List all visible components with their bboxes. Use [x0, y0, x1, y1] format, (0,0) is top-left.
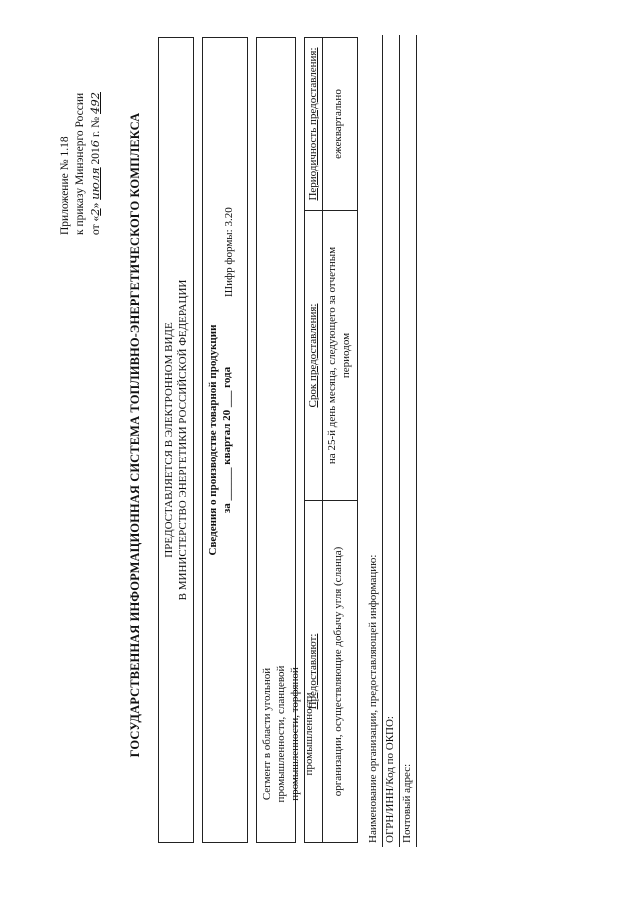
appendix-line-2: к приказу Минэнерго России: [74, 92, 86, 235]
appendix-block: [58, 10, 104, 235]
submission-table: [304, 37, 358, 843]
appendix-year-prefix: 201: [90, 147, 102, 168]
organization-name-label: Наименование организации, предоставляющей информацию:: [367, 554, 379, 843]
organization-ogrn-label: ОГРН/ИНН/Код по ОКПО:: [384, 716, 396, 843]
form-code: Шифр формы: 3.20: [223, 207, 235, 297]
appendix-line-1: Приложение № 1.18: [59, 136, 71, 235]
table-cell: ежеквартально: [332, 89, 344, 159]
table-header: Предоставляют:: [305, 501, 323, 842]
appendix-date-prefix: от «: [90, 215, 102, 235]
table-column-frequency: [305, 38, 357, 210]
submission-box: [158, 37, 194, 843]
appendix-day: 2: [88, 208, 102, 216]
organization-name-row: [366, 35, 383, 847]
segment-text: Сегмент в области угольной промышленности, сланцевой промышленности, торфяной промышленности: [261, 665, 315, 803]
appendix-year-digit: 6: [88, 139, 102, 148]
organization-block: [366, 35, 417, 847]
report-period: за ______ квартал 20 ___ года: [221, 366, 233, 514]
table-cell: на 25-й день месяца, следующего за отчетным периодом: [326, 246, 352, 465]
organization-address-row: [400, 35, 417, 847]
table-header: Срок предоставления:: [305, 211, 323, 500]
report-box: [202, 37, 248, 843]
organization-ogrn-row: [383, 35, 400, 847]
table-column-deadline: [305, 210, 357, 500]
table-column-providers: [305, 500, 357, 842]
appendix-number: 492: [88, 92, 102, 114]
table-cell: организации, осуществляющие добычу угля (сланца): [332, 546, 344, 797]
appendix-month: июля: [88, 167, 102, 200]
report-title: Сведения о производстве товарной продукции: [207, 324, 219, 556]
appendix-line-3: [88, 10, 104, 235]
appendix-date-mid: »: [90, 199, 102, 209]
submission-line-1: ПРЕДОСТАВЛЯЕТСЯ В ЭЛЕКТРОННОМ ВИДЕ: [163, 322, 175, 558]
appendix-number-prefix: г. №: [90, 113, 102, 140]
main-title: ГОСУДАРСТВЕННАЯ ИНФОРМАЦИОННАЯ СИСТЕМА ТОПЛИВНО-ЭНЕРГЕТИЧЕСКОГО КОМПЛЕКСА: [128, 112, 142, 758]
submission-line-2: В МИНИСТЕРСТВО ЭНЕРГЕТИКИ РОССИЙСКОЙ ФЕДЕРАЦИИ: [177, 279, 189, 601]
organization-address-label: Почтовый адрес:: [401, 763, 413, 843]
table-header: Периодичность предоставления:: [305, 38, 323, 210]
